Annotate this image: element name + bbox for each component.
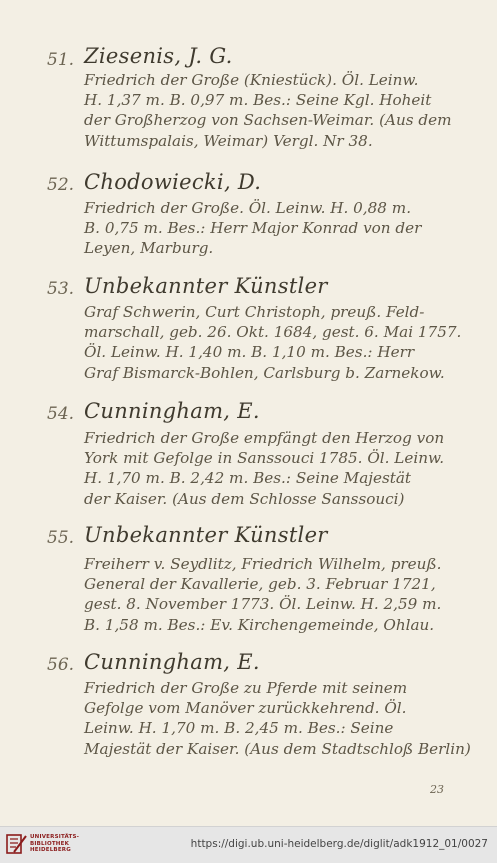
description-line: Wittumspalais, Weimar) Vergl. Nr 38. [84,131,373,150]
description-line: der Großherzog von Sachsen-Weimar. (Aus dem [84,111,452,130]
university-library-logo-icon [6,832,28,856]
description-line: Freiherr v. Seydlitz, Friedrich Wilhelm, preuß. [84,555,442,573]
artist-name: Unbekannter Künstler [84,274,328,298]
artist-name: Ziesenis, J. G. [84,44,233,68]
library-name-line: HEIDELBERG [30,847,71,853]
entry-description [84,198,448,259]
description-line: Friedrich der Große (Kniestück). Öl. Leinw. [84,71,419,89]
description-line: Majestät der Kaiser. (Aus dem Stadtschloß Berlin) [84,739,471,758]
entry-number: 53. [47,279,75,299]
artist-name: Chodowiecki, D. [84,170,262,194]
description-line: gest. 8. November 1773. Öl. Leinw. H. 2,59 m. [84,595,442,614]
entry-description [84,554,448,635]
description-line: B. 0,75 m. Bes.: Herr Major Konrad von der [84,219,422,238]
entry-number: 52. [47,175,75,195]
description-line: Leyen, Marburg. [84,239,214,258]
entry-description [84,678,471,759]
description-line: H. 1,37 m. B. 0,97 m. Bes.: Seine Kgl. Hoheit [84,91,432,110]
description-line: General der Kavallerie, geb. 3. Februar 1721, [84,575,436,594]
entry-number: 56. [47,655,75,675]
description-line: Leinw. H. 1,70 m. B. 2,45 m. Bes.: Seine [84,719,394,738]
library-name-line: UNIVERSITÄTS- [30,834,80,840]
description-line: der Kaiser. (Aus dem Schlosse Sanssouci) [84,489,405,508]
page-number: 23 [430,783,444,796]
artist-name: Cunningham, E. [84,399,260,423]
library-name-line: BIBLIOTHEK [30,840,70,847]
entry-number: 55. [47,528,75,548]
description-line: Friedrich der Große empfängt den Herzog von [84,429,445,447]
description-line: York mit Gefolge in Sanssouci 1785. Öl. Leinw. [84,449,445,468]
source-url-link[interactable]: https://digi.ub.uni-heidelberg.de/diglit/adk1912_01/0027 [190,838,488,850]
description-line: Öl. Leinw. H. 1,40 m. B. 1,10 m. Bes.: Herr [84,343,415,362]
entry-number: 54. [47,404,75,424]
description-line: B. 1,58 m. Bes.: Ev. Kirchengemeinde, Ohlau. [84,615,435,634]
description-line: Gefolge vom Manöver zurückkehrend. Öl. [84,699,407,718]
entry-description [84,302,462,383]
artist-name: Cunningham, E. [84,650,260,674]
description-line: Graf Schwerin, Curt Christoph, preuß. Feld- [84,303,425,321]
artist-name: Unbekannter Künstler [84,523,328,547]
library-name [30,834,79,854]
entry-number: 51. [47,50,75,70]
entry-description [84,428,448,509]
entry-description [84,70,452,151]
description-line: Friedrich der Große. Öl. Leinw. H. 0,88 m. [84,199,412,217]
description-line: H. 1,70 m. B. 2,42 m. Bes.: Seine Majestät [84,469,412,488]
viewer-footer [0,826,497,863]
description-line: Graf Bismarck-Bohlen, Carlsburg b. Zarnekow. [84,363,445,382]
description-line: marschall, geb. 26. Okt. 1684, gest. 6. Mai 1757. [84,323,462,342]
description-line: Friedrich der Große zu Pferde mit seinem [84,679,408,697]
